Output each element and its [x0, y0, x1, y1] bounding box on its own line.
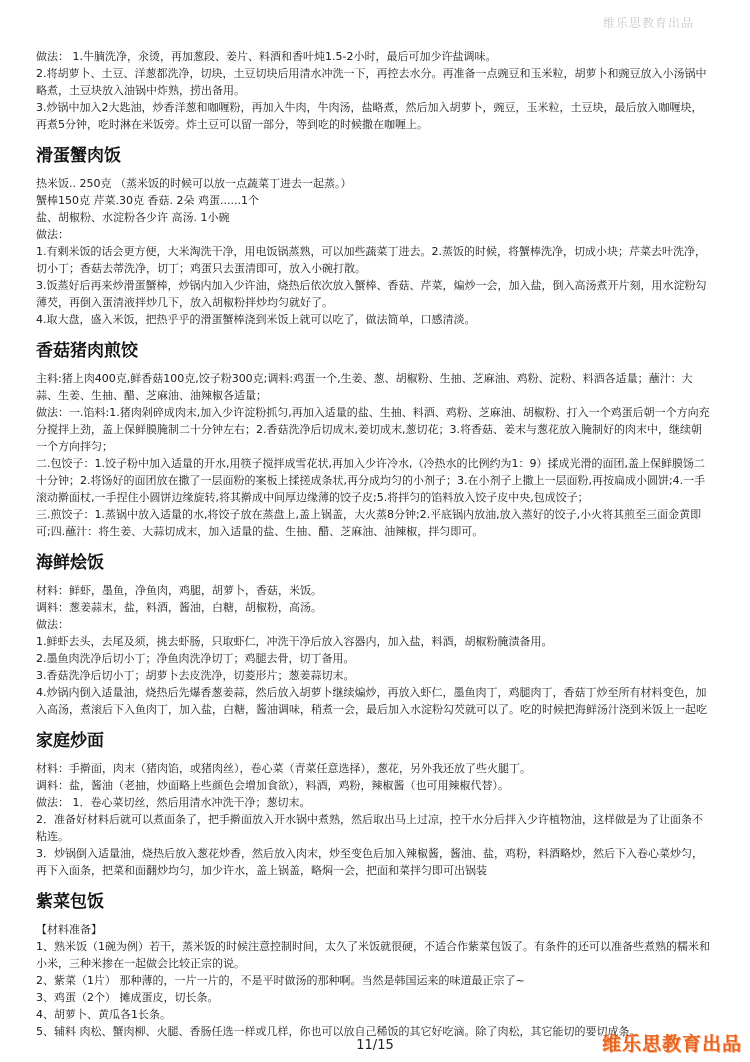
paragraph: 三.煎饺子：1.蒸锅中放入适量的水,将饺子放在蒸盘上,盖上锅盖，大火蒸8分钟;2.平底锅内放油,放入蒸好的饺子,小火将其煎至三面金黄即可;四.蘸汁：将生姜、大蒜切成末，加入适量的盐、生抽、醋、芝麻油、油辣椒，拌匀即可。 [36, 508, 702, 538]
paragraph: 主料:猪上肉400克,鲜香菇100克,饺子粉300克;调料:鸡蛋一个,生姜、葱、胡椒粉、生抽、芝麻油、鸡粉、淀粉、料酒各适量；蘸汁：大蒜、生姜、生抽、醋、芝麻油、油辣椒各适量； [36, 372, 693, 402]
section-pork-dumplings [36, 340, 712, 540]
paragraph: 4.炒锅内倒入适量油，烧热后先爆香葱姜蒜，然后放入胡萝卜继续煸炒，再放入虾仁，墨鱼肉丁，鸡腿肉丁，香菇丁炒至所有材料变色，加入高汤，煮滚后下入鱼肉丁，加入盐，白糖，酱油调味，稍煮一会，最后加入水淀粉勾芡就可以了。吃的时候把海鲜汤汁浇到米饭上一起吃 [36, 686, 707, 716]
paragraph: 1.鲜虾去头，去尾及须，挑去虾肠，只取虾仁，冲洗干净后放入容器内，加入盐，料酒，胡椒粉腌渍备用。 [36, 635, 553, 648]
paragraph: 3、鸡蛋（2个） 摊成蛋皮，切长条。 [36, 991, 219, 1004]
document-body [36, 48, 712, 1042]
section-fried-noodles [36, 730, 712, 879]
paragraph: 材料：鲜虾，墨鱼，净鱼肉，鸡腿，胡萝卜，香菇，米饭。 [36, 584, 322, 597]
paragraph: 调料：盐，酱油（老抽，炒面略上些颜色会增加食欲），料酒，鸡粉，辣椒酱（也可用辣椒代替）。 [36, 779, 509, 792]
paragraph: 蟹棒150克 芹菜.30克 香菇. 2朵 鸡蛋......1个 [36, 194, 259, 207]
section-beef-curry-steps [36, 48, 712, 133]
paragraph: 做法：一.馅料:1.猪肉剁碎成肉末,加入少许淀粉抓匀,再加入适量的盐、生抽、料酒、鸡粉、芝麻油、胡椒粉、打入一个鸡蛋后朝一个方向充分搅拌上劲，盖上保鲜膜腌制二十分钟左右；2.香菇洗净后切成末,姜切成末,葱切花；3.将香菇、姜末与葱花放入腌制好的肉末中，继续朝一个方向拌匀； [36, 406, 710, 453]
paragraph: 二.包饺子：1.饺子粉中加入适量的开水,用筷子搅拌成雪花状,再加入少许冷水,（冷热水的比例约为1：9）揉成光滑的面团,盖上保鲜膜饧二十分钟；2.将饧好的面团放在撒了一层面粉的案板上揉搓成条状,再分成均匀的小剂子；3.在小剂子上撒上一层面粉,再按扁成小圆饼;4.一手滚动擀面杖,一手捏住小圆饼边缘旋转,将其擀成中间厚边缘薄的饺子皮;5.将拌匀的馅料放入饺子皮中央,包成饺子； [36, 457, 706, 504]
paragraph: 热米饭.. 250克 （蒸米饭的时候可以放一点蔬菜丁进去一起蒸。） [36, 177, 352, 190]
page-number: 11/15 [356, 1038, 394, 1053]
paragraph: 3．炒锅倒入适量油，烧热后放入葱花炒香，然后放入肉末，炒至变色后加入辣椒酱，酱油、盐，鸡粉，料酒略炒，然后下入卷心菜炒匀，再下入面条，把菜和面翻炒均匀，加少许水，盖上锅盖，略焖一会，把面和菜拌匀即可出锅装 [36, 847, 703, 877]
paragraph: 3.香菇洗净后切小丁；胡萝卜去皮洗净，切菱形片；葱姜蒜切末。 [36, 669, 355, 682]
section-heading: 海鲜烩饭 [36, 553, 104, 573]
paragraph: 2．准备好材料后就可以煮面条了，把手擀面放入开水锅中煮熟，然后取出马上过凉，控干水分后拌入少许植物油，这样做是为了让面条不粘连。 [36, 813, 703, 843]
paragraph: 1.有剩米饭的话会更方便，大米淘洗干净，用电饭锅蒸熟，可以加些蔬菜丁进去。2.蒸饭的时候，将蟹棒洗净，切成小块；芹菜去叶洗净，切小丁；香菇去蒂洗净，切丁；鸡蛋只去蛋清即可，放入小碗打散。 [36, 245, 706, 275]
paragraph: 做法： 1．卷心菜切丝，然后用清水冲洗干净；葱切末。 [36, 796, 311, 809]
paragraph: 4、胡萝卜、黄瓜各1长条。 [36, 1008, 171, 1021]
section-heading: 紫菜包饭 [36, 892, 104, 912]
section-crab-egg-rice [36, 145, 712, 328]
paragraph: 3.饭蒸好后再来炒滑蛋蟹棒，炒锅内加入少许油，烧热后依次放入蟹棒、香菇、芹菜，煸炒一会，加入盐，倒入高汤煮开片刻，用水淀粉勾薄芡，再倒入蛋清液拌炒几下，放入胡椒粉拌炒均匀就好了。 [36, 279, 707, 309]
paragraph: 做法： [36, 228, 69, 241]
section-heading: 香菇猪肉煎饺 [36, 341, 138, 361]
paragraph: 盐、胡椒粉、水淀粉各少许 高汤. 1小碗 [36, 211, 230, 224]
paragraph: 2、紫菜（1片） 那种薄的，一片一片的，不是平时做汤的那种啊。当然是韩国运来的味道最正宗了~ [36, 974, 525, 987]
section-heading: 滑蛋蟹肉饭 [36, 146, 121, 166]
paragraph: 4.取大盘，盛入米饭，把热乎乎的滑蛋蟹棒浇到米饭上就可以吃了，做法简单，口感清淡。 [36, 313, 476, 326]
paragraph: 5、辅料 肉松、蟹肉柳、火腿、香肠任选一样或几样，你也可以放自己稀饭的其它好吃滴。除了肉松，其它能切的要切成条。 [36, 1025, 641, 1038]
section-seafood-rice [36, 552, 712, 718]
paragraph: 2.将胡萝卜、土豆、洋葱都洗净，切块，土豆切块后用清水冲洗一下，再控去水分。再准备一点豌豆和玉米粒，胡萝卜和豌豆放入小汤锅中略煮，土豆块放入油锅中炸熟，捞出备用。 [36, 67, 707, 97]
paragraph: 做法： [36, 618, 69, 631]
paragraph: 【材料准备】 [36, 923, 102, 936]
paragraph: 做法： 1.牛腩洗净，氽烫，再加葱段、姜片、料酒和香叶炖1.5-2小时，最后可加少许盐调味。 [36, 50, 497, 63]
section-kimbap [36, 891, 712, 1040]
paragraph: 调料：葱姜蒜末，盐，料酒，酱油，白糖，胡椒粉，高汤。 [36, 601, 322, 614]
section-heading: 家庭炒面 [36, 731, 104, 751]
paragraph: 1、熟米饭（1碗为例）若干，蒸米饭的时候注意控制时间，太久了米饭就很硬，不适合作紫菜包饭了。有条件的还可以准备些煮熟的糯米和小米，三种米掺在一起做会比较正宗的说。 [36, 940, 710, 970]
brand-logo: 维乐思教育出品 [601, 1033, 742, 1055]
watermark-text: 维乐思教育出品 [602, 16, 694, 30]
paragraph: 2.墨鱼肉洗净后切小丁；净鱼肉洗净切丁；鸡腿去骨，切丁备用。 [36, 652, 355, 665]
paragraph: 材料：手擀面，肉末（猪肉馅，或猪肉丝），卷心菜（青菜任意选择），葱花，另外我还放了些火腿丁。 [36, 762, 531, 775]
paragraph: 3.炒锅中加入2大匙油，炒香洋葱和咖喱粉，再加入牛肉，牛肉汤，盐略煮，然后加入胡萝卜，豌豆，玉米粒，土豆块，最后放入咖喱块，再煮5分钟，吃时淋在米饭旁。炸土豆可以留一部分，等到吃的时候撒在咖喱上。 [36, 101, 703, 131]
